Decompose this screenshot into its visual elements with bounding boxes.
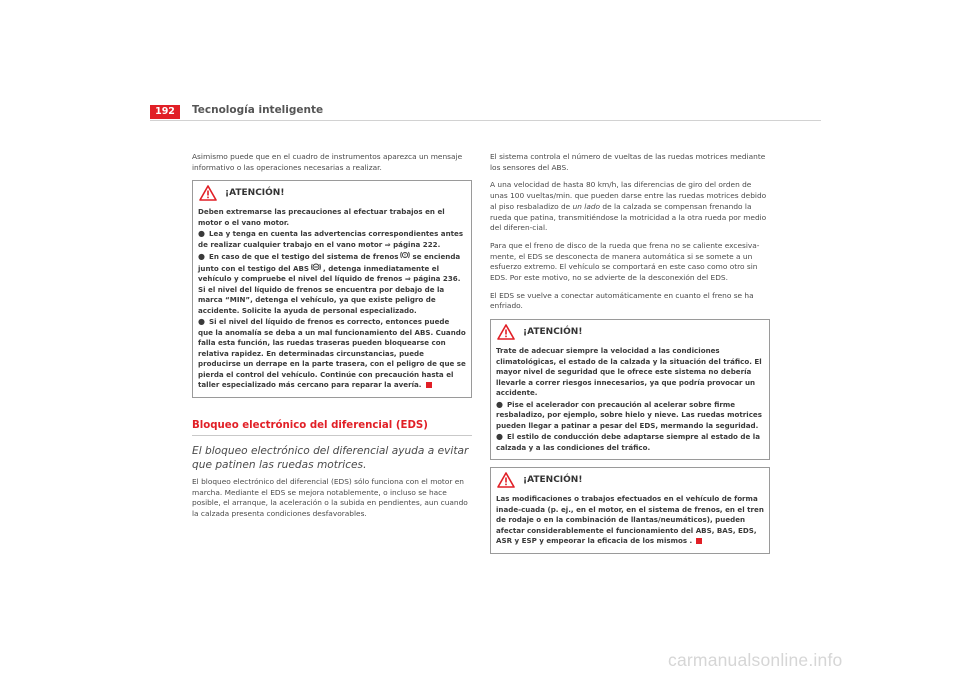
warning-paragraph — [496, 494, 764, 547]
text-run: de la calzada se compensan frenando la rueda que patina, transmitiéndose la motricidad a la otra rueda por medio del diferen-cial. — [490, 201, 767, 233]
warning-text: Las modificaciones o trabajos efectuados en el vehículo de forma inade-cuada (p. ej., en el motor, en el sistema de frenos, en el tren de rodaje o en la combinación de llantas/neumáticos), pueden afectar considerablemente el funcionamiento del ABS, BAS, EDS, ASR y ESP y empeorar la eficacia de los mismos . — [496, 494, 764, 546]
text-run: A una velocidad de hasta 80 km/h, las diferencias de giro del orden de unas 100 vueltas/min. que pueden darse entre las ruedas motrices debido al piso resbaladizo de — [490, 180, 767, 211]
abs-warning-icon — [311, 263, 321, 275]
bullet-icon: ● — [496, 399, 503, 409]
end-of-section-marker — [426, 382, 432, 388]
left-column — [192, 152, 472, 527]
body-paragraph — [490, 180, 770, 234]
warning-bullet-text: Pise el acelerador con precaución al acelerar sobre firme resbaladizo, por ejemplo, sobre hielo y nieve. Las ruedas motrices pueden llegar a patinar a pesar del EDS, mermando la seguridad. — [496, 399, 762, 430]
body-paragraph: El sistema controla el número de vueltas de las ruedas motrices mediante los sensores del ABS. — [490, 152, 766, 172]
bullet-icon: ● — [198, 252, 205, 262]
warning-body — [193, 205, 471, 397]
warning-bullet-text: , detenga inmediatamente el vehículo y compruebe el nivel del líquido de frenos ⇒ página 236. Si el nivel del líquido de frenos se encuentra por debajo de la marca “MIN”, detenga el vehículo, ya que existe peligro de accidente. Solicite la ayuda de personal especializado. — [198, 263, 461, 315]
warning-box-eds — [490, 319, 770, 460]
body-paragraph: Para que el freno de disco de la rueda que frena no se caliente excesiva-mente, el EDS se desconecta de manera automática si se somete a un esfuerzo extremo. El vehículo se comportará en este caso como otro sin EDS. Por este motivo, no se advierte de la desconexión del EDS. — [490, 240, 760, 283]
watermark: carmanualsonline.info — [668, 650, 843, 670]
running-header-title: Tecnología inteligente — [192, 104, 324, 116]
body-paragraph: El EDS se vuelve a conectar automáticamente en cuanto el freno se ha enfriado. — [490, 290, 754, 311]
end-of-section-marker — [696, 538, 702, 544]
warning-header — [193, 181, 471, 205]
warning-title: ¡ATENCIÓN! — [523, 327, 583, 338]
header-divider — [150, 120, 821, 121]
section-subtitle: El bloqueo electrónico del diferencial ayuda a evitar que patinen las ruedas motrices. — [192, 444, 469, 471]
warning-box-modifications — [490, 467, 770, 554]
warning-paragraph: Deben extremarse las precauciones al efectuar trabajos en el motor o el vano motor. — [198, 207, 445, 227]
warning-bullet-text: Lea y tenga en cuenta las advertencias correspondientes antes de realizar cualquier trabajo en el vano motor ⇒ página 222. — [198, 229, 464, 249]
warning-triangle-icon — [497, 472, 515, 488]
bullet-icon: ● — [198, 317, 205, 327]
warning-bullet-text: se encienda junto con el testigo del ABS — [198, 252, 461, 273]
warning-bullet-text: En caso de que el testigo del sistema de frenos — [208, 252, 399, 262]
warning-box-engine — [192, 180, 472, 398]
bullet-icon: ● — [198, 229, 205, 239]
warning-body — [491, 344, 769, 459]
section-title: Bloqueo electrónico del diferencial (EDS) — [192, 420, 472, 436]
warning-triangle-icon — [497, 324, 515, 340]
brake-system-warning-icon — [400, 251, 410, 263]
warning-header — [491, 468, 769, 492]
warning-triangle-icon — [199, 185, 217, 201]
right-column — [490, 152, 770, 554]
intro-paragraph: Asimismo puede que en el cuadro de instrumentos aparezca un mensaje informativo o las operaciones necesarias a realizar. — [192, 152, 463, 172]
warning-bullet — [198, 251, 466, 316]
warning-bullet-text: Si el nivel del líquido de frenos es correcto, entonces puede que la anomalía se deba a un mal funcionamiento del ABS. Cuando falla esta función, las ruedas traseras pueden bloquearse con relativa rapidez. En determinadas circunstancias, puede producirse un derrape en la parte trasera, con el peligro de que se pierda el control del vehículo. Continúe con precaución hasta el taller especializado más cercano para reparar la avería. — [198, 317, 466, 390]
warning-body — [491, 492, 769, 553]
warning-bullet — [198, 317, 466, 391]
bullet-icon: ● — [496, 432, 503, 442]
warning-header — [491, 320, 769, 344]
section-body: El bloqueo electrónico del diferencial (EDS) sólo funciona con el motor en marcha. Mediante el EDS se mejora notablemente, o incluso se hace posible, el arranque, la aceleración o la subida en pendientes, aun cuando la calzada presenta condiciones desfavorables. — [192, 476, 468, 519]
italic-text: un lado — [572, 201, 601, 211]
page-number: 192 — [150, 105, 180, 119]
warning-bullet — [496, 432, 764, 453]
warning-paragraph: Trate de adecuar siempre la velocidad a las condiciones climatológicas, el estado de la calzada y la situación del tráfico. El mayor nivel de seguridad que le ofrece este sistema no debería llevarle a correr riesgos innecesarios, ya que podría provocar un accidente. — [496, 346, 762, 398]
warning-bullet — [496, 400, 764, 432]
warning-title: ¡ATENCIÓN! — [225, 188, 285, 199]
warning-bullet-text: El estilo de conducción debe adaptarse siempre al estado de la calzada y a las condiciones del tráfico. — [496, 432, 760, 452]
warning-bullet — [198, 229, 466, 250]
warning-title: ¡ATENCIÓN! — [523, 475, 583, 486]
